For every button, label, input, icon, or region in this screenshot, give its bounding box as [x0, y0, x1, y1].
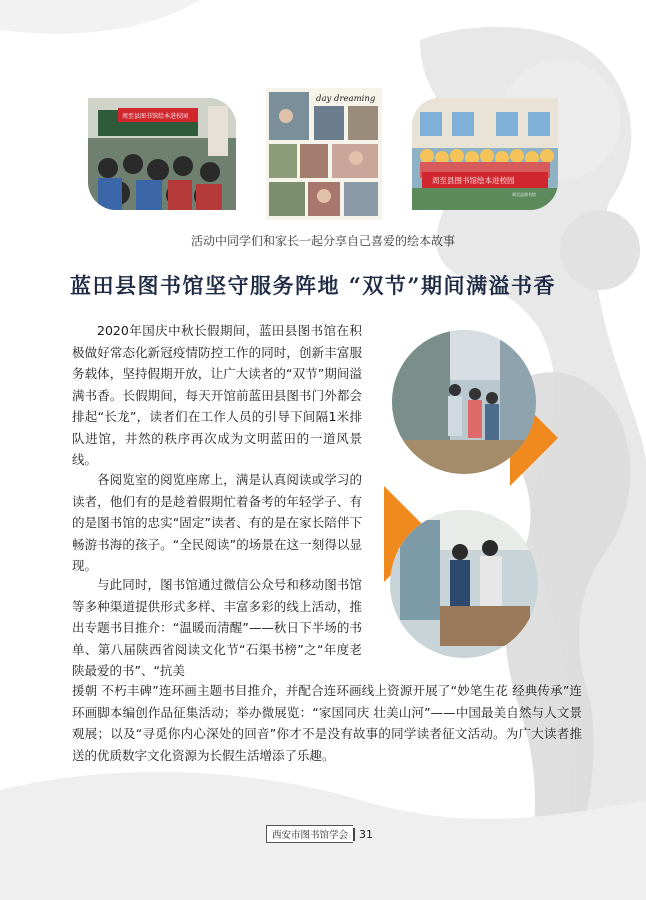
photo-queue-entrance — [380, 320, 560, 490]
photo-scrapbook-collage-image — [266, 88, 382, 220]
side-photos-frame — [380, 320, 560, 660]
banner-right-text: 周至县图书馆绘本进校园 — [432, 176, 515, 185]
paragraph-3: 与此同时，图书馆通过微信公众号和移动图书馆等多种渠道提供形式多样、丰富多彩的线上活动，推出专题书目推介：“温暖而清醒”——秋日下半场的书单、第八届陕西省阅读文化节“石渠书榜”之“年度老陕最爱的书”、“抗美 — [72, 577, 362, 678]
photo-classroom-reading-image — [88, 98, 236, 210]
banner-left-text: 周至县图书馆绘本进校园 — [122, 113, 189, 120]
photo-scrapbook-collage — [266, 88, 382, 220]
paragraph-3-continued: 援朝 不朽丰碑”连环画主题书目推介，并配合连环画线上资源开展了“妙笔生花 经典传承”连环画脚本编创作品征集活动；举办微展览：“家国同庆 壮美山河”——中国最美自然与人文景观展；以及“寻觅你内心深处的回音”你才不是没有故事的同学读者征文活动。为广大读者推送的优质数字文化资源为长假生活增添了乐趣。 — [72, 683, 582, 763]
article-headline: 蓝田县图书馆坚守服务阵地 “双节”期间满溢书香 — [70, 273, 556, 298]
photo-school-group — [412, 98, 558, 210]
footer-label: 西安市图书馆学会 — [266, 825, 353, 843]
photo-school-group-image — [412, 98, 558, 210]
scrapbook-title: day dreaming — [316, 94, 376, 104]
banner-right-subtext: 周至县图书馆 — [512, 192, 536, 197]
page-footer — [266, 824, 373, 844]
photo-caption: 活动中同学们和家长一起分享自己喜爱的绘本故事 — [190, 234, 455, 248]
paragraph-1: 2020年国庆中秋长假期间，蓝田县图书馆在积极做好常态化新冠疫情防控工作的同时，创新丰富服务载体，坚持假期开放，让广大读者的“双节”期间溢满书香。长假期间，每天开馆前蓝田县图书门外都会排起“长龙”，读者们在工作人员的引导下间隔1米排队进馆，井然的秩序再次成为文明蓝田的一道风景线。 — [72, 323, 362, 467]
photo-classroom-reading — [88, 98, 236, 210]
paragraph-2: 各阅览室的阅览座席上，满是认真阅读或学习的读者，他们有的是趁着假期忙着备考的年轻学子、有的是图书馆的忠实“固定”读者、有的是在家长陪伴下畅游书海的孩子。“全民阅读”的场景在这一刻得以显现。 — [72, 472, 362, 573]
page-number: 31 — [353, 828, 373, 841]
